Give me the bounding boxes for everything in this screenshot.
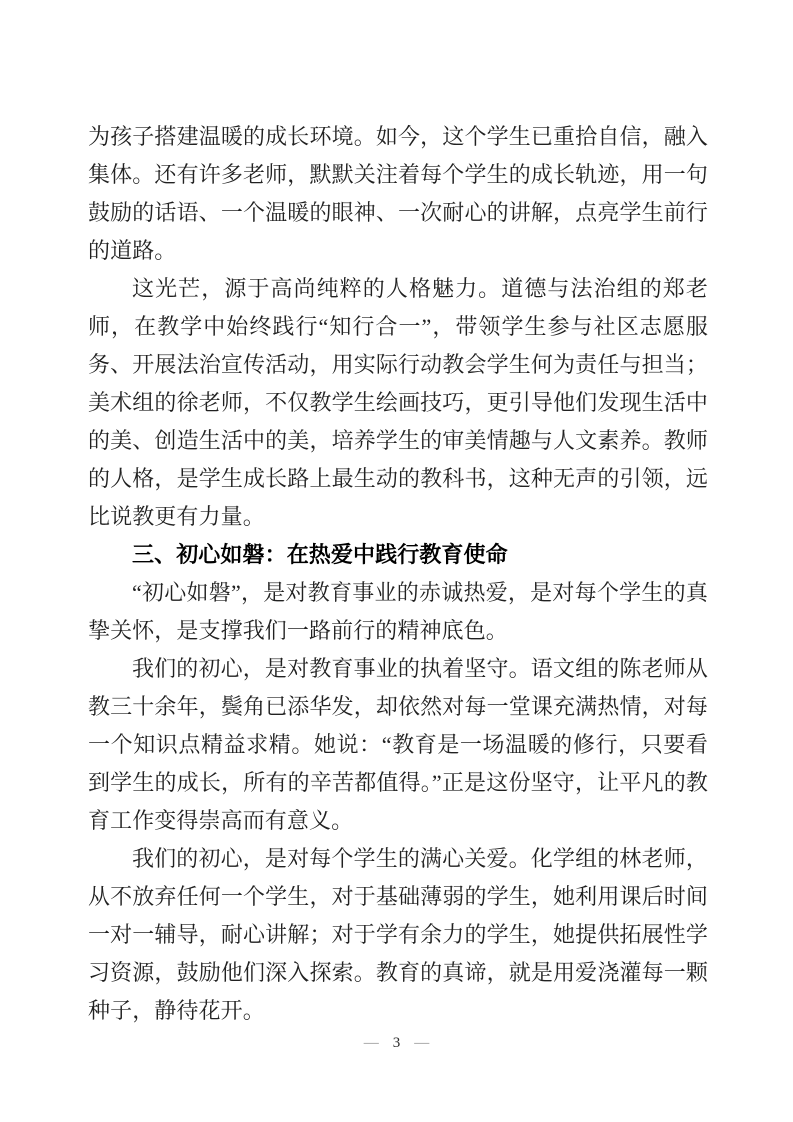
page-number: 3: [392, 1035, 401, 1051]
body-paragraph: 我们的初心，是对教育事业的执着坚守。语文组的陈老师从教三十余年，鬓角已添华发，却依然对每一堂课充满热情，对每一个知识点精益求精。她说：“教育是一场温暖的修行，只要看到学生的成长，所有的辛苦都值得。”正是这份坚守，让平凡的教育工作变得崇高而有意义。: [88, 656, 708, 833]
body-paragraph: 这光芒，源于高尚纯粹的人格魅力。道德与法治组的郑老师，在教学中始终践行“知行合一”，带领学生参与社区志愿服务、开展法治宣传活动，用实际行动教会学生何为责任与担当；美术组的徐老师，不仅教学生绘画技巧，更引导他们发现生活中的美、创造生活中的美，培养学生的审美情趣与人文素养。教师的人格，是学生成长路上最生动的教科书，这种无声的引领，远比说教更有力量。: [88, 276, 708, 529]
document-body: [88, 118, 708, 1030]
body-paragraph: “初心如磐”，是对教育事业的赤诚热爱，是对每个学生的真挚关怀，是支撑我们一路前行的精神底色。: [88, 580, 708, 643]
page-number-left-dash: —: [363, 1035, 379, 1051]
body-paragraph-continued: 为孩子搭建温暖的成长环境。如今，这个学生已重拾自信，融入集体。还有许多老师，默默关注着每个学生的成长轨迹，用一句鼓励的话语、一个温暖的眼神、一次耐心的讲解，点亮学生前行的道路。: [88, 124, 708, 263]
page-footer: [0, 1031, 793, 1055]
page-number-right-dash: —: [414, 1035, 430, 1051]
section-heading: 三、初心如磐：在热爱中践行教育使命: [132, 542, 508, 567]
body-paragraph: 我们的初心，是对每个学生的满心关爱。化学组的林老师，从不放弃任何一个学生，对于基础薄弱的学生，她利用课后时间一对一辅导，耐心讲解；对于学有余力的学生，她提供拓展性学习资源，鼓励他们深入探索。教育的真谛，就是用爱浇灌每一颗种子，静待花开。: [88, 846, 708, 1023]
